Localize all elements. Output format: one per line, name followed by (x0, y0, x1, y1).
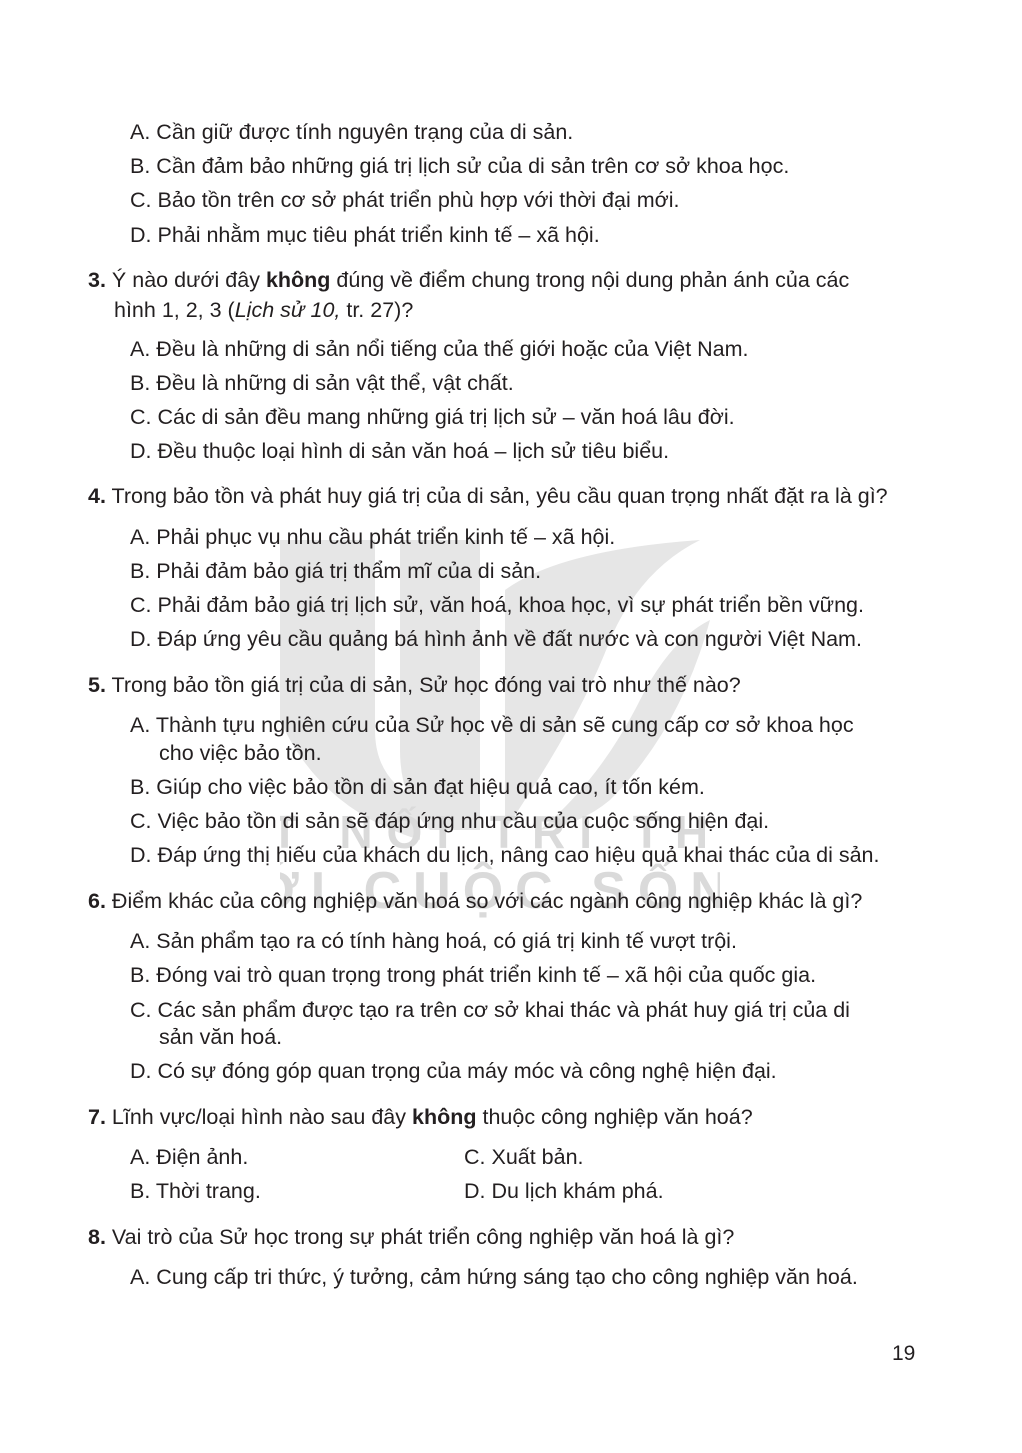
q7-option-c: C. Xuất bản. (464, 1145, 584, 1169)
q3-line2-italic: Lịch sử 10, (234, 298, 341, 322)
q6-number: 6. (88, 889, 106, 913)
q8-number: 8. (88, 1225, 106, 1249)
q7-text-after: thuộc công nghiệp văn hoá? (482, 1105, 753, 1129)
q5-stem (88, 670, 741, 700)
watermark-line2: I CUỘC SỐ (310, 862, 691, 920)
q8-option-a: A. Cung cấp tri thức, ý tưởng, cảm hứng sáng tạo cho công nghiệp văn hoá. (130, 1265, 858, 1289)
q3-text-after: đúng về điểm chung trong nội dung phản ánh của các (336, 268, 850, 292)
q5-option-b: B. Giúp cho việc bảo tồn di sản đạt hiệu quả cao, ít tốn kém. (130, 775, 705, 799)
q4-option-c: C. Phải đảm bảo giá trị lịch sử, văn hoá, khoa học, vì sự phát triển bền vững. (130, 593, 864, 617)
q6-option-a: A. Sản phẩm tạo ra có tính hàng hoá, có giá trị kinh tế vượt trội. (130, 929, 737, 953)
q7-option-a: A. Điện ảnh. (130, 1145, 249, 1169)
q4-text: Trong bảo tồn và phát huy giá trị của di sản, yêu cầu quan trọng nhất đặt ra là gì? (111, 484, 888, 508)
q3-line2-after: tr. 27)? (346, 298, 414, 322)
q3-line2-before: hình 1, 2, 3 ( (114, 298, 235, 322)
q7-bold-word: không (412, 1105, 477, 1129)
q3-number: 3. (88, 268, 106, 292)
q6-option-b: B. Đóng vai trò quan trọng trong phát triển kinh tế – xã hội của quốc gia. (130, 963, 817, 987)
q3-bold-word: không (265, 268, 331, 292)
q4-stem (88, 481, 888, 511)
q5-option-a-line1: A. Thành tựu nghiên cứu của Sử học về di sản sẽ cung cấp cơ sở khoa học (130, 713, 854, 737)
q8-text: Vai trò của Sử học trong sự phát triển công nghiệp văn hoá là gì? (111, 1225, 735, 1249)
q4-number: 4. (88, 484, 106, 508)
q3-text-before: Ý nào dưới đây (111, 268, 260, 292)
q5-text: Trong bảo tồn giá trị của di sản, Sử học đóng vai trò như thế nào? (111, 673, 741, 697)
q7-option-d: D. Du lịch khám phá. (464, 1179, 664, 1203)
q3-option-b: B. Đều là những di sản vật thể, vật chất. (130, 371, 514, 395)
q7-option-b: B. Thời trang. (130, 1179, 261, 1203)
q2-option-a: A. Cần giữ được tính nguyên trạng của di sản. (130, 120, 574, 144)
q6-stem (88, 886, 862, 916)
q2-option-b: B. Cần đảm bảo những giá trị lịch sử của di sản trên cơ sở khoa học. (130, 154, 790, 178)
q7-number: 7. (88, 1105, 106, 1129)
page-number: 19 (892, 1342, 916, 1365)
q8-stem (88, 1222, 734, 1252)
q7-stem (88, 1102, 753, 1132)
q6-option-c-line2: sản văn hoá. (159, 1025, 283, 1049)
q7-text-before: Lĩnh vực/loại hình nào sau đây (111, 1105, 407, 1129)
q4-option-b: B. Phải đảm bảo giá trị thẩm mĩ của di sản. (130, 559, 542, 583)
watermark-line1: T NỐI TRI TH (280, 806, 720, 858)
q2-option-d: D. Phải nhằm mục tiêu phát triển kinh tế – xã hội. (130, 223, 600, 247)
q6-option-d: D. Có sự đóng góp quan trọng của máy móc và công nghệ hiện đại. (130, 1059, 777, 1083)
q3-option-d: D. Đều thuộc loại hình di sản văn hoá – lịch sử tiêu biểu. (130, 439, 670, 463)
q6-text: Điểm khác của công nghiệp văn hoá so với các ngành công nghiệp khác là gì? (111, 889, 863, 913)
q2-option-c: C. Bảo tồn trên cơ sở phát triển phù hợp với thời đại mới. (130, 188, 680, 212)
q4-option-d: D. Đáp ứng yêu cầu quảng bá hình ảnh về đất nước và con người Việt Nam. (130, 627, 862, 651)
q5-option-c: C. Việc bảo tồn di sản sẽ đáp ứng nhu cầu của cuộc sống hiện đại. (130, 809, 770, 833)
q3-stem-line2 (114, 295, 413, 325)
q5-number: 5. (88, 673, 106, 697)
q3-stem-line1 (88, 265, 849, 295)
q6-option-c-line1: C. Các sản phẩm được tạo ra trên cơ sở khai thác và phát huy giá trị của di (130, 998, 850, 1022)
q5-option-a-line2: cho việc bảo tồn. (159, 741, 322, 765)
q3-option-a: A. Đều là những di sản nổi tiếng của thế giới hoặc của Việt Nam. (130, 337, 749, 361)
q4-option-a: A. Phải phục vụ nhu cầu phát triển kinh tế – xã hội. (130, 525, 616, 549)
q5-option-d: D. Đáp ứng thị hiếu của khách du lịch, nâng cao hiệu quả khai thác của di sản. (130, 843, 880, 867)
q3-option-c: C. Các di sản đều mang những giá trị lịch sử – văn hoá lâu đời. (130, 405, 735, 429)
